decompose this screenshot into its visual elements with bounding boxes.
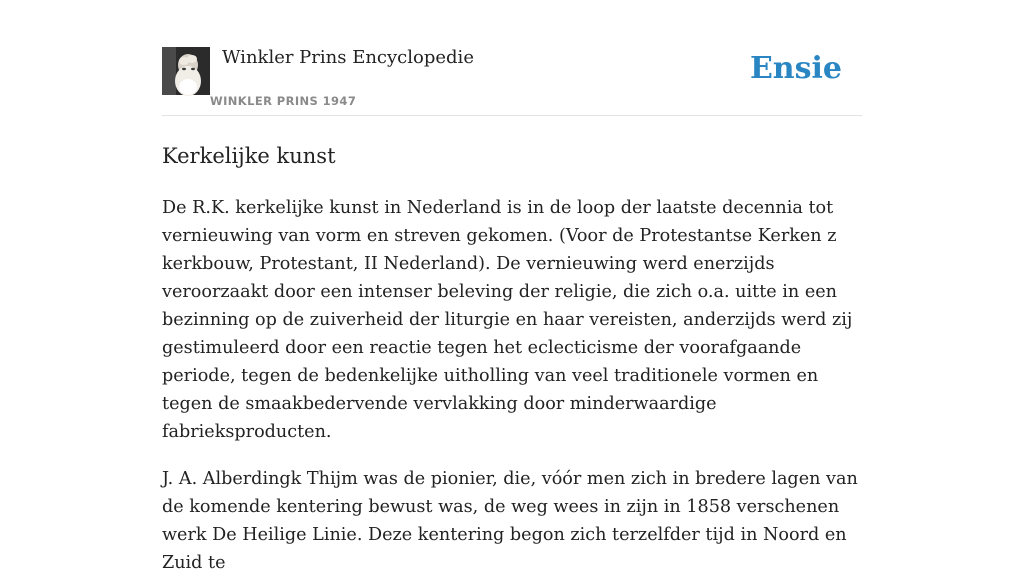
article-container [162,0,862,577]
publication-title[interactable]: Winkler Prins Encyclopedie [222,47,474,68]
brand-logo[interactable]: Ensie [749,51,842,86]
publication-subtitle[interactable]: WINKLER PRINS 1947 [210,94,357,108]
article-paragraph-1: De R.K. kerkelijke kunst in Nederland is in de loop der laatste decennia tot vernieuwing van vorm en streven gekomen. (Voor de Protestantse Kerken z kerkbouw, Protestant, II Nederland). De vernieuwing werd enerzijds veroorzaakt door een intenser beleving der religie, die zich o.a. uitte in een bezinning op de zuiverheid der liturgie en haar vereisten, anderzijds werd zij gestimuleerd door een reactie tegen het eclecticisme der voorafgaande periode, tegen de bedenkelijke uitholling van veel traditionele vormen en tegen de smaakbedervende vervlakking door minderwaardige fabrieksproducten. [162,198,853,442]
bearded-man-portrait-icon [162,47,210,95]
header [162,0,862,116]
publication-avatar[interactable] [162,47,210,95]
article-paragraph-2: J. A. Alberdingk Thijm was de pionier, die, vóór men zich in bredere lagen van de komende kentering bewust was, de weg wees in zijn in 1858 verschenen werk De Heilige Linie. Deze kentering begon zich terzelfder tijd in Noord en Zuid te [162,469,858,573]
article-title: Kerkelijke kunst [162,144,336,168]
